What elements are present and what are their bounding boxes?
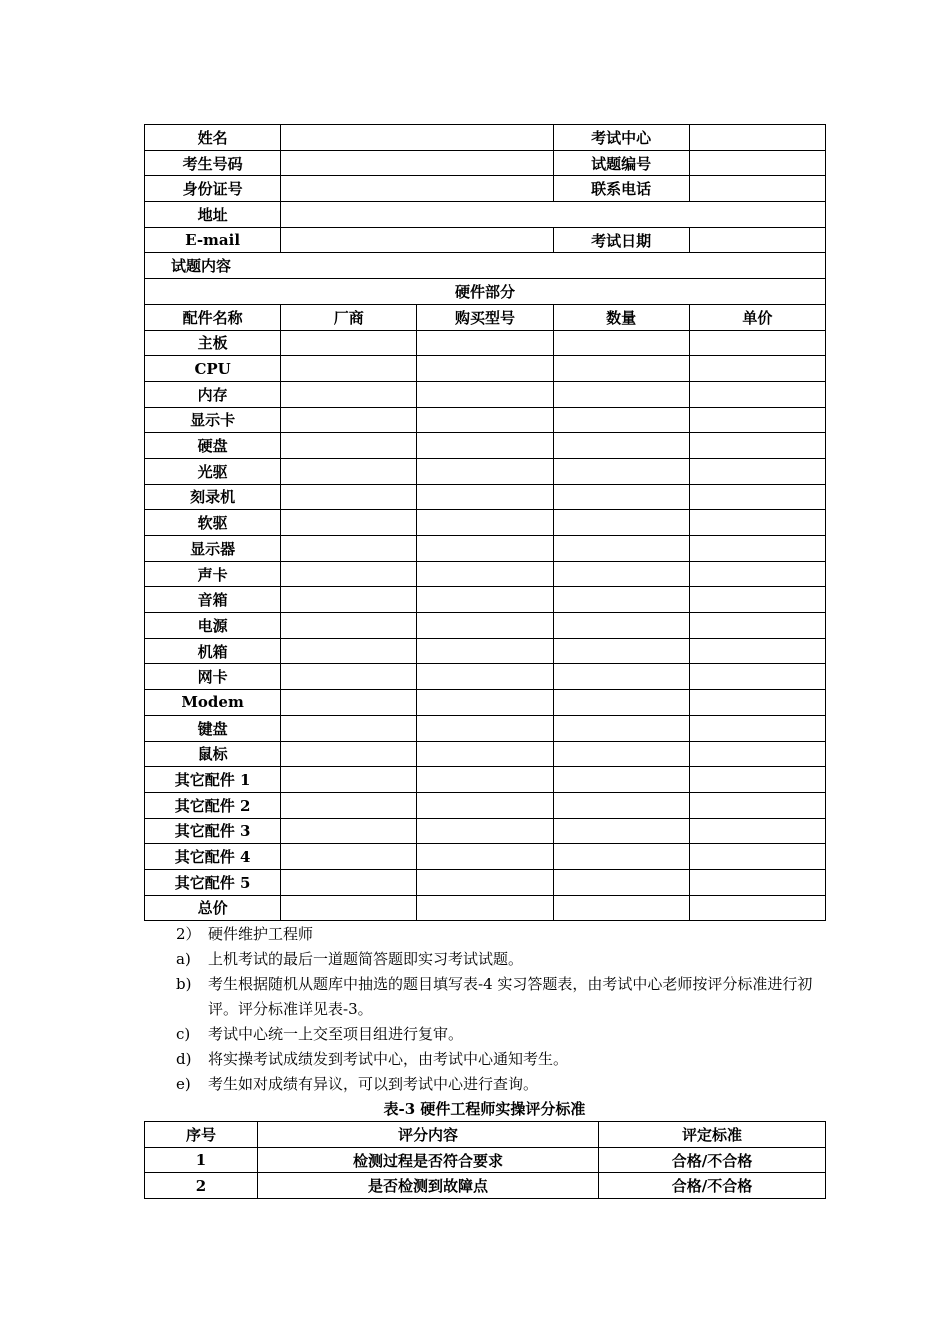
part-field [417,869,553,895]
table-row [145,869,826,895]
section-title: 硬件部分 [145,279,826,305]
center-label: 考试中心 [553,125,689,151]
part-field [689,433,825,459]
part-field [553,818,689,844]
part-field [417,690,553,716]
part-field [417,638,553,664]
table-cell: 1 [145,1147,258,1173]
table-row [145,1147,826,1173]
part-field [553,330,689,356]
part-field [281,433,417,459]
part-field [281,638,417,664]
instruction-list [176,922,826,1097]
list-marker: e) [176,1075,191,1093]
list-marker: c) [176,1025,191,1043]
part-field [417,715,553,741]
part-field [689,818,825,844]
part-field [553,715,689,741]
table-row [145,407,826,433]
list-item [176,947,826,972]
part-field [553,458,689,484]
column-header: 单价 [689,304,825,330]
column-header: 配件名称 [145,304,281,330]
part-field [553,741,689,767]
part-field [417,561,553,587]
part-field [417,741,553,767]
column-header: 评定标准 [599,1122,826,1148]
part-name: 声卡 [145,561,281,587]
part-field [281,767,417,793]
part-field [281,407,417,433]
part-name: 其它配件 1 [145,767,281,793]
date-label: 考试日期 [553,227,689,253]
table-row [145,536,826,562]
part-field [281,844,417,870]
part-field [689,510,825,536]
date-field [689,227,825,253]
list-item-text: 上机考试的最后一道题简答题即实习考试试题。 [208,950,524,968]
phone-field [689,176,825,202]
list-item-text: 将实操考试成绩发到考试中心，由考试中心通知考生。 [208,1050,569,1068]
part-field [553,690,689,716]
part-field [417,458,553,484]
table-row [145,330,826,356]
table-row [145,1173,826,1199]
table-row [145,484,826,510]
part-field [553,433,689,459]
list-marker: b) [176,975,192,993]
part-name: 网卡 [145,664,281,690]
part-field [417,767,553,793]
part-field [689,381,825,407]
part-name: Modem [145,690,281,716]
score-table [144,1121,826,1199]
parts-header-row [145,304,826,330]
column-header: 购买型号 [417,304,553,330]
part-field [553,356,689,382]
table-cell: 是否检测到故障点 [258,1173,599,1199]
list-item [176,1022,826,1047]
part-field [689,690,825,716]
part-field [281,690,417,716]
part-field [553,767,689,793]
address-field [281,202,826,228]
part-field [689,587,825,613]
score-header-row [145,1122,826,1148]
column-header: 数量 [553,304,689,330]
part-name: 内存 [145,381,281,407]
part-field [281,561,417,587]
table-row [145,356,826,382]
part-field [689,613,825,639]
part-field [689,407,825,433]
part-field [417,381,553,407]
list-item [176,1072,826,1097]
table-cell: 检测过程是否符合要求 [258,1147,599,1173]
table-row [145,638,826,664]
part-field [553,484,689,510]
part-name: 键盘 [145,715,281,741]
part-field [417,587,553,613]
list-marker: 2） [176,925,201,943]
part-field [553,792,689,818]
list-item [176,972,826,1022]
table-row [145,844,826,870]
exam-form-table [144,124,826,921]
part-field [689,792,825,818]
part-field [689,767,825,793]
list-marker: d) [176,1050,192,1068]
list-heading-text: 硬件维护工程师 [208,925,314,943]
question-no-field [689,150,825,176]
part-field [417,792,553,818]
list-marker: a) [176,950,191,968]
part-field [281,818,417,844]
part-field [689,356,825,382]
part-field [689,869,825,895]
part-name: 其它配件 4 [145,844,281,870]
candidate-no-label: 考生号码 [145,150,281,176]
part-field [689,484,825,510]
center-field [689,125,825,151]
part-field [553,613,689,639]
part-field [689,536,825,562]
total-row [145,895,826,921]
email-label: E-mail [145,227,281,253]
part-field [689,844,825,870]
part-field [553,869,689,895]
part-field [689,330,825,356]
part-name: 电源 [145,613,281,639]
part-field [281,664,417,690]
part-field [417,510,553,536]
part-field [417,536,553,562]
column-header: 厂商 [281,304,417,330]
part-field [281,536,417,562]
id-field [281,176,553,202]
part-name: 显示卡 [145,407,281,433]
total-field [553,895,689,921]
list-item-text: 考生根据随机从题库中抽选的题目填写表-4 实习答题表，由考试中心老师按评分标准进行初评。评分标准详见表-3。 [208,975,813,1018]
email-field [281,227,553,253]
name-label: 姓名 [145,125,281,151]
part-field [689,664,825,690]
question-no-label: 试题编号 [553,150,689,176]
part-name: 鼠标 [145,741,281,767]
table-row [145,458,826,484]
candidate-no-field [281,150,553,176]
list-heading [176,922,826,947]
table-row [145,433,826,459]
part-name: 显示器 [145,536,281,562]
table-row [145,613,826,639]
part-name: 光驱 [145,458,281,484]
table-row [145,381,826,407]
total-field [281,895,417,921]
part-field [281,613,417,639]
id-label: 身份证号 [145,176,281,202]
column-header: 评分内容 [258,1122,599,1148]
part-field [553,536,689,562]
part-field [281,381,417,407]
table-row [145,818,826,844]
part-field [417,330,553,356]
total-field [417,895,553,921]
part-field [281,458,417,484]
table-row [145,792,826,818]
column-header: 序号 [145,1122,258,1148]
part-field [553,844,689,870]
part-field [417,433,553,459]
table-row [145,690,826,716]
table-row [145,715,826,741]
part-field [417,484,553,510]
table-cell: 2 [145,1173,258,1199]
part-field [689,741,825,767]
part-field [281,484,417,510]
part-field [553,561,689,587]
part-field [281,869,417,895]
list-item-text: 考生如对成绩有异议，可以到考试中心进行查询。 [208,1075,539,1093]
part-field [553,638,689,664]
part-field [689,458,825,484]
part-name: 其它配件 2 [145,792,281,818]
part-field [417,818,553,844]
total-label: 总价 [145,895,281,921]
part-field [417,613,553,639]
part-field [553,407,689,433]
part-field [281,587,417,613]
name-field [281,125,553,151]
part-name: 音箱 [145,587,281,613]
part-field [281,715,417,741]
table-row [145,767,826,793]
part-name: 机箱 [145,638,281,664]
part-name: 硬盘 [145,433,281,459]
part-field [553,664,689,690]
content-label: 试题内容 [145,253,826,279]
part-field [281,741,417,767]
part-field [417,844,553,870]
table-row [145,561,826,587]
part-name: 主板 [145,330,281,356]
table-cell: 合格/不合格 [599,1173,826,1199]
part-field [281,510,417,536]
list-item [176,1047,826,1072]
part-name: 其它配件 3 [145,818,281,844]
table-row [145,510,826,536]
part-field [281,792,417,818]
table-row [145,587,826,613]
part-field [553,510,689,536]
phone-label: 联系电话 [553,176,689,202]
part-field [553,381,689,407]
part-field [553,587,689,613]
part-field [281,356,417,382]
part-name: CPU [145,356,281,382]
part-field [417,356,553,382]
part-field [417,407,553,433]
table-row [145,741,826,767]
part-field [417,664,553,690]
part-field [281,330,417,356]
score-table-caption: 表-3 硬件工程师实操评分标准 [383,1100,586,1118]
address-label: 地址 [145,202,281,228]
list-item-text: 考试中心统一上交至项目组进行复审。 [208,1025,464,1043]
table-row [145,664,826,690]
part-name: 刻录机 [145,484,281,510]
total-field [689,895,825,921]
part-field [689,561,825,587]
table-cell: 合格/不合格 [599,1147,826,1173]
part-name: 其它配件 5 [145,869,281,895]
part-name: 软驱 [145,510,281,536]
part-field [689,715,825,741]
part-field [689,638,825,664]
